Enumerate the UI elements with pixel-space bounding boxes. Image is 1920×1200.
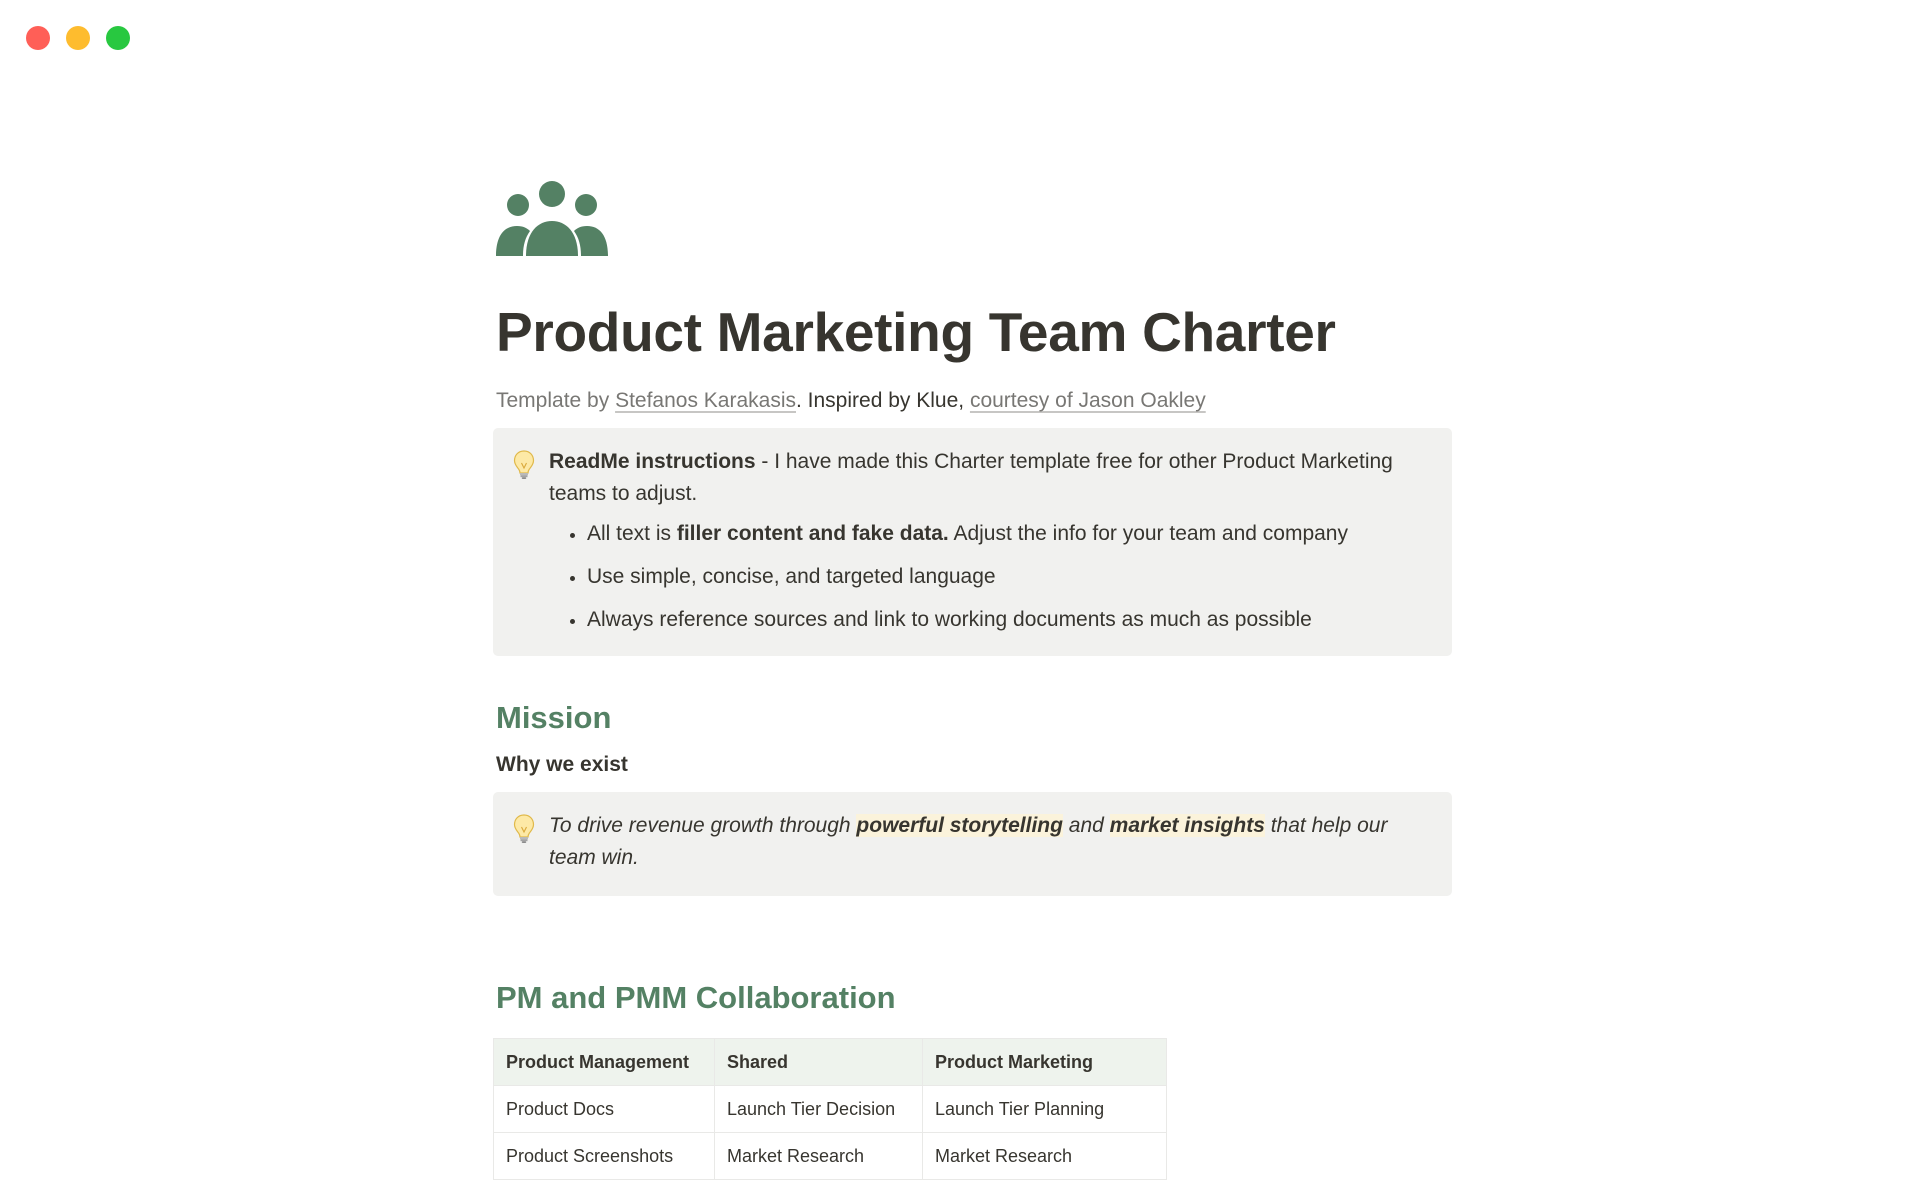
byline-prefix: Template by: [496, 389, 616, 412]
table-cell[interactable]: Product Docs: [494, 1086, 715, 1133]
minimize-window-button[interactable]: [66, 26, 90, 50]
maximize-window-button[interactable]: [106, 26, 130, 50]
mission-heading: Mission: [496, 700, 612, 735]
bullet-text: Always reference sources and link to working documents as much as possible: [587, 608, 1312, 631]
table-row: [494, 1133, 1167, 1180]
column-header[interactable]: Product Management: [494, 1039, 715, 1086]
courtesy-link[interactable]: courtesy of Jason Oakley: [969, 389, 1206, 412]
page-title: Product Marketing Team Charter: [496, 301, 1336, 363]
collaboration-table: [493, 1038, 1167, 1180]
column-header[interactable]: Product Marketing: [923, 1039, 1167, 1086]
readme-intro: [549, 446, 1432, 510]
table-cell[interactable]: Market Research: [715, 1133, 923, 1180]
mission-text: To drive revenue growth through: [549, 814, 857, 837]
bullet-text: All text is: [587, 522, 677, 545]
lightbulb-icon: [513, 446, 549, 636]
table-row: [494, 1086, 1167, 1133]
readme-heading-rest: - I have made this Charter template free for other Product Marketing teams to adjust.: [549, 450, 1393, 505]
readme-bullet-list: [549, 518, 1432, 636]
table-header-row: [494, 1039, 1167, 1086]
team-people-icon[interactable]: [496, 180, 608, 256]
readme-heading: ReadMe instructions: [549, 450, 756, 473]
collaboration-heading: PM and PMM Collaboration: [496, 980, 896, 1015]
readme-callout-body: [549, 446, 1432, 636]
bullet-bold-text: filler content and fake data.: [676, 522, 949, 545]
column-header[interactable]: Shared: [715, 1039, 923, 1086]
table-cell[interactable]: Launch Tier Decision: [715, 1086, 923, 1133]
table-cell[interactable]: Product Screenshots: [494, 1133, 715, 1180]
lightbulb-icon: [513, 810, 549, 874]
mission-text: that help our team win.: [549, 814, 1388, 869]
bullet-suffix-text: Adjust the info for your team and company: [948, 522, 1348, 545]
close-window-button[interactable]: [26, 26, 50, 50]
window-controls: [26, 26, 130, 50]
list-item: [587, 518, 1432, 550]
mission-subheading: Why we exist: [496, 753, 628, 776]
byline: [496, 386, 1452, 416]
mission-highlight: powerful storytelling: [856, 814, 1063, 837]
page-content: [496, 180, 1452, 1180]
table-cell[interactable]: Launch Tier Planning: [923, 1086, 1167, 1133]
readme-callout: [493, 428, 1452, 656]
byline-middle: . Inspired by Klue,: [796, 389, 970, 412]
list-item: [587, 561, 1432, 593]
mission-highlight: market insights: [1109, 814, 1265, 837]
table-cell[interactable]: Market Research: [923, 1133, 1167, 1180]
author-link[interactable]: Stefanos Karakasis: [615, 389, 796, 412]
bullet-text: Use simple, concise, and targeted language: [587, 565, 996, 588]
list-item: [587, 604, 1432, 636]
mission-callout: [493, 792, 1452, 896]
mission-text: and: [1062, 814, 1110, 837]
mission-statement: [549, 810, 1432, 874]
